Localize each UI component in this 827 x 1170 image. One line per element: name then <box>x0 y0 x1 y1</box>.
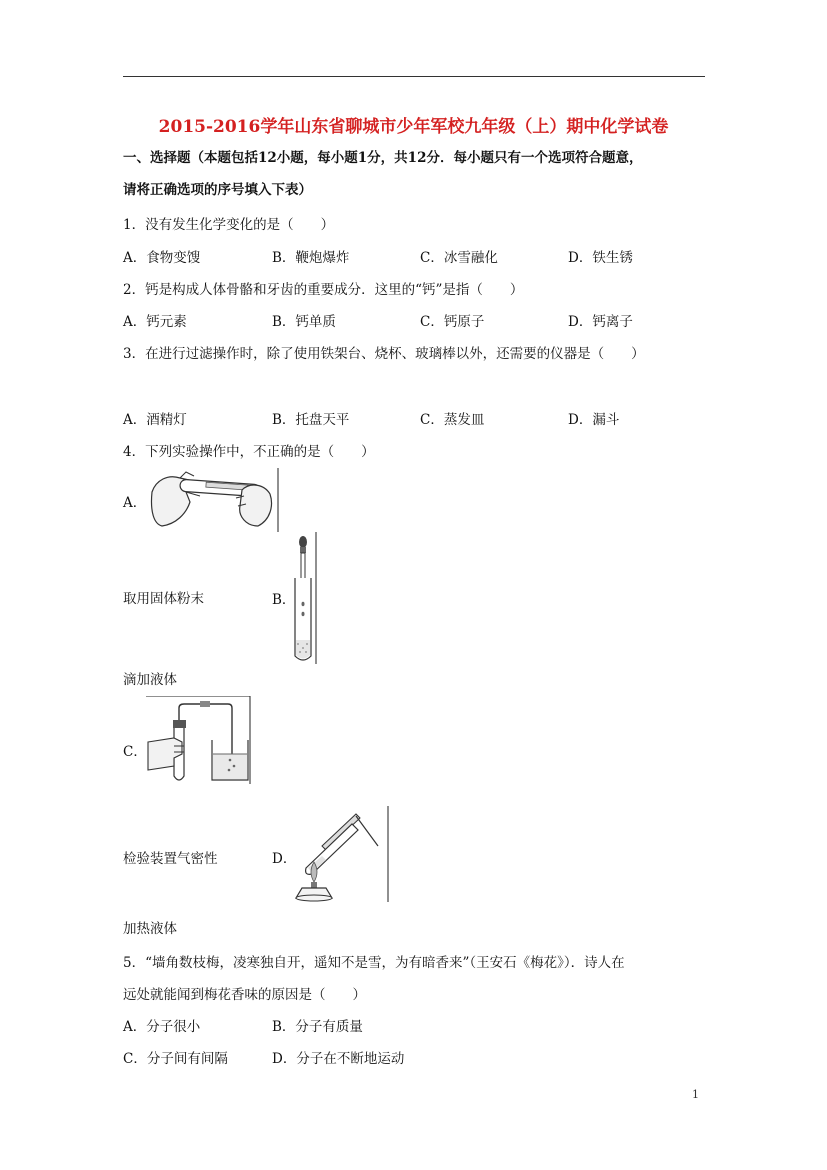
q4-option-b-letter: B． <box>272 592 296 608</box>
q4-option-d-caption: 加热液体 <box>123 921 177 937</box>
figure-dropper-into-tube <box>292 532 318 664</box>
header-rule <box>123 76 705 77</box>
q2-option-b: B．钙单质 <box>272 314 336 330</box>
section-heading-line1: 一、选择题（本题包括12小题，每小题1分，共12分．每小题只有一个选项符合题意， <box>123 150 643 166</box>
q1-option-d: D．铁生锈 <box>568 250 633 266</box>
q5-option-a: A．分子很小 <box>123 1019 201 1035</box>
question-5-stem-line1: 5．“墙角数枝梅，凌寒独自开，遥知不是雪，为有暗香来”（王安石《梅花》）．诗人在 <box>123 955 625 971</box>
exam-title: 2015-2016学年山东省聊城市少年军校九年级（上）期中化学试卷 <box>158 117 669 137</box>
q4-option-a-caption: 取用固体粉末 <box>123 591 204 607</box>
q2-option-d: D．钙离子 <box>568 314 633 330</box>
question-4-stem: 4．下列实验操作中，不正确的是（ ） <box>123 444 375 460</box>
q4-option-c-caption: 检验装置气密性 <box>123 851 218 867</box>
page-number: 1 <box>692 1088 699 1101</box>
q4-option-d-letter: D． <box>272 851 297 867</box>
figure-powder-into-tube <box>146 468 280 532</box>
q3-option-c: C．蒸发皿 <box>420 412 485 428</box>
q4-option-a-letter: A． <box>123 495 147 511</box>
question-1-stem: 1．没有发生化学变化的是（ ） <box>123 217 335 233</box>
figure-heating-liquid <box>292 806 392 902</box>
q3-option-b: B．托盘天平 <box>272 412 350 428</box>
question-5-stem-line2: 远处就能闻到梅花香味的原因是（ ） <box>123 987 366 1003</box>
q3-option-a: A．酒精灯 <box>123 412 187 428</box>
q5-option-d: D．分子在不断地运动 <box>272 1051 405 1067</box>
q2-option-a: A．钙元素 <box>123 314 187 330</box>
question-2-stem: 2．钙是构成人体骨骼和牙齿的重要成分．这里的“钙”是指（ ） <box>123 282 524 298</box>
q5-option-b: B．分子有质量 <box>272 1019 363 1035</box>
question-3-stem: 3．在进行过滤操作时，除了使用铁架台、烧杯、玻璃棒以外，还需要的仪器是（ ） <box>123 346 645 362</box>
q3-option-d: D．漏斗 <box>568 412 620 428</box>
q1-option-c: C．冰雪融化 <box>420 250 498 266</box>
q4-option-c-letter: C． <box>123 744 147 760</box>
section-heading-line2: 请将正确选项的序号填入下表） <box>123 182 312 198</box>
q1-option-b: B．鞭炮爆炸 <box>272 250 350 266</box>
q2-option-c: C．钙原子 <box>420 314 485 330</box>
q1-option-a: A．食物变馊 <box>123 250 201 266</box>
q5-option-c: C．分子间有间隔 <box>123 1051 228 1067</box>
q4-option-b-caption: 滴加液体 <box>123 672 177 688</box>
figure-airtightness-check <box>146 696 252 786</box>
